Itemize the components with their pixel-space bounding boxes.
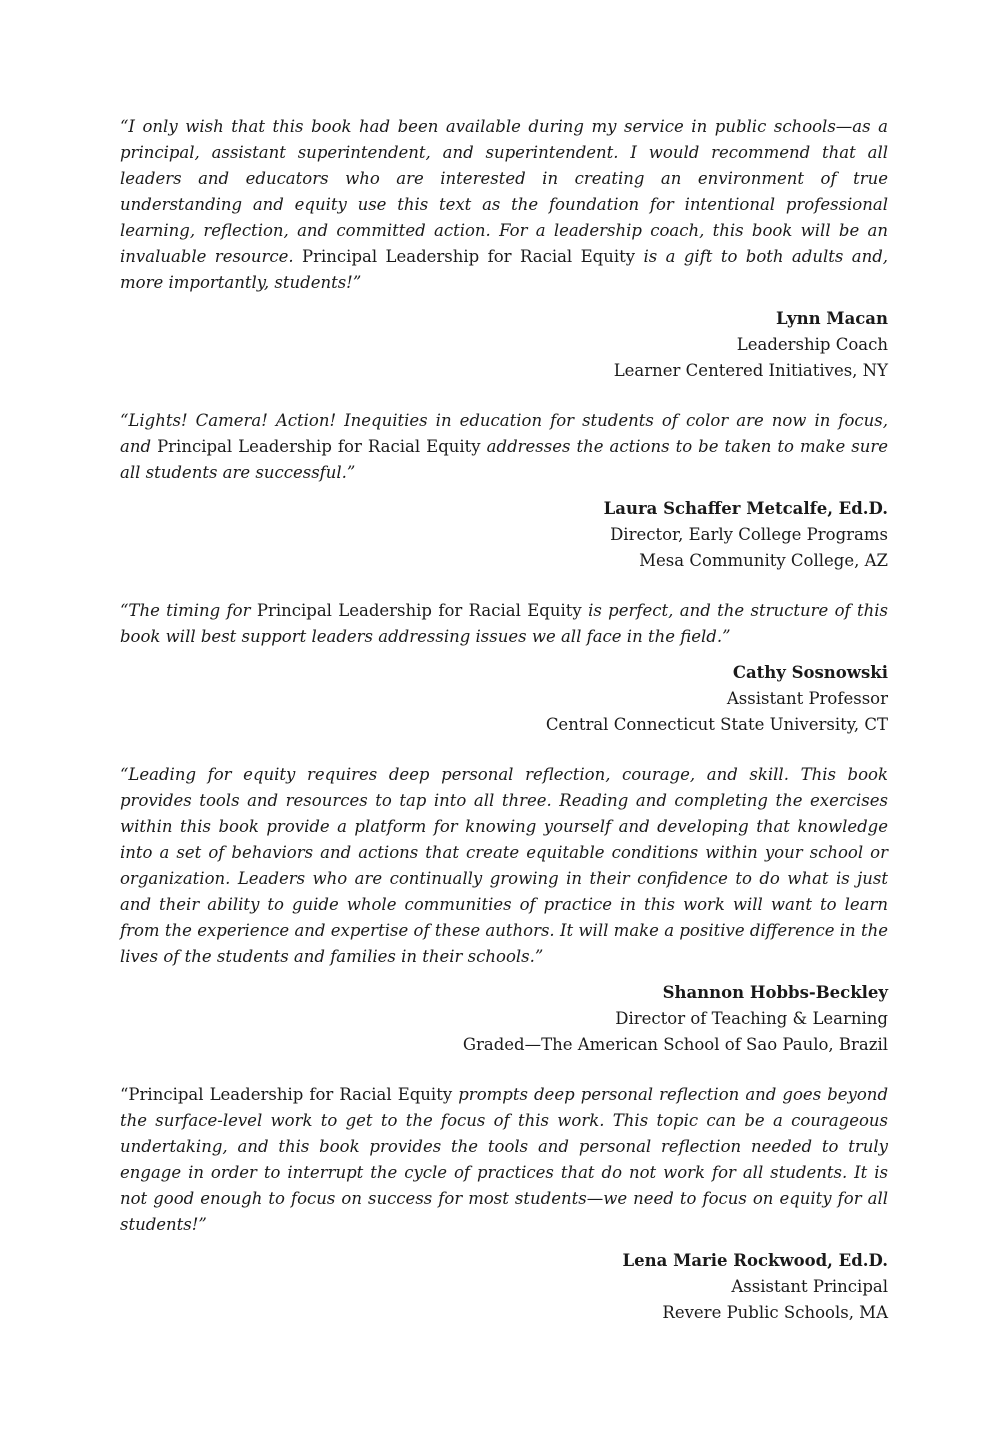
endorser-organization: Learner Centered Initiatives, NY <box>613 361 888 380</box>
book-title-ref: “Principal Leadership for Racial Equity <box>120 1085 453 1104</box>
endorsement-2 <box>120 408 888 574</box>
endorsement-quote <box>120 598 888 650</box>
endorsement-quote <box>120 1082 888 1238</box>
endorser-name: Lena Marie Rockwood, Ed.D. <box>622 1251 888 1270</box>
quote-text: “I only wish that this book had been available during my service in public schools—as a principal, assistant superintendent, and superintendent. I would recommend that all leaders and educators who are interested in creating an environment of true understanding and equity use this text as the foundation for intentional professional learning, reflection, and committed action. For a leadership coach, this book will be an invaluable resource. <box>120 117 888 266</box>
endorser-role: Director, Early College Programs <box>610 525 888 544</box>
quote-text: prompts deep personal reflection and goes beyond the surface-level work to get to the focus of this work. This topic can be a courageous undertaking, and this book provides the tools and personal reflection needed to truly engage in order to interrupt the cycle of practices that do not work for all students. It is not good enough to focus on success for most students—we need to focus on equity for all students!” <box>120 1085 889 1234</box>
endorser-organization: Mesa Community College, AZ <box>639 551 888 570</box>
endorsement-attribution <box>120 1248 888 1326</box>
endorsement-1 <box>120 114 888 384</box>
book-title-ref: Principal Leadership for Racial Equity <box>302 247 636 266</box>
endorser-name: Laura Schaffer Metcalfe, Ed.D. <box>603 499 888 518</box>
quote-text: is a gift to both adults and, more importantly, students!” <box>120 247 889 292</box>
endorser-name: Lynn Macan <box>775 309 888 328</box>
book-title-ref: Principal Leadership for Racial Equity <box>256 601 582 620</box>
endorser-role: Assistant Principal <box>731 1277 888 1296</box>
endorser-role: Leadership Coach <box>736 335 888 354</box>
quote-text: “Leading for equity requires deep personal reflection, courage, and skill. This book provides tools and resources to tap into all three. Reading and completing the exercises within this book provide a platform for knowing yourself and developing that knowledge into a set of behaviors and actions that create equitable conditions within your school or organization. Leaders who are continually growing in their confidence to do what is just and their ability to guide whole communities of practice in this work will want to learn from the experience and expertise of these authors. It will make a positive difference in the lives of the students and families in their schools.” <box>120 765 888 966</box>
endorser-organization: Revere Public Schools, MA <box>662 1303 888 1322</box>
quote-text: “Lights! Camera! Action! Inequities in education for students of color are now in focus, and <box>120 411 888 456</box>
endorsement-attribution <box>120 496 888 574</box>
quote-text: addresses the actions to be taken to make sure all students are successful.” <box>120 437 889 482</box>
quote-text: is perfect, and the structure of this book will best support leaders addressing issues we all face in the field.” <box>120 601 888 646</box>
endorsement-quote <box>120 762 888 970</box>
quote-text: “The timing for <box>120 601 257 620</box>
endorser-organization: Central Connecticut State University, CT <box>545 715 888 734</box>
endorsement-attribution <box>120 980 888 1058</box>
endorsement-3 <box>120 598 888 738</box>
endorsement-attribution <box>120 306 888 384</box>
endorsement-quote <box>120 114 888 296</box>
book-title-ref: Principal Leadership for Racial Equity <box>157 437 481 456</box>
endorsement-5 <box>120 1082 888 1326</box>
endorsement-4 <box>120 762 888 1058</box>
endorser-organization: Graded—The American School of Sao Paulo, Brazil <box>462 1035 888 1054</box>
endorser-name: Shannon Hobbs-Beckley <box>662 983 888 1002</box>
endorser-name: Cathy Sosnowski <box>732 663 888 682</box>
endorser-role: Assistant Professor <box>726 689 888 708</box>
endorsement-attribution <box>120 660 888 738</box>
endorser-role: Director of Teaching & Learning <box>615 1009 888 1028</box>
endorsement-quote <box>120 408 888 486</box>
